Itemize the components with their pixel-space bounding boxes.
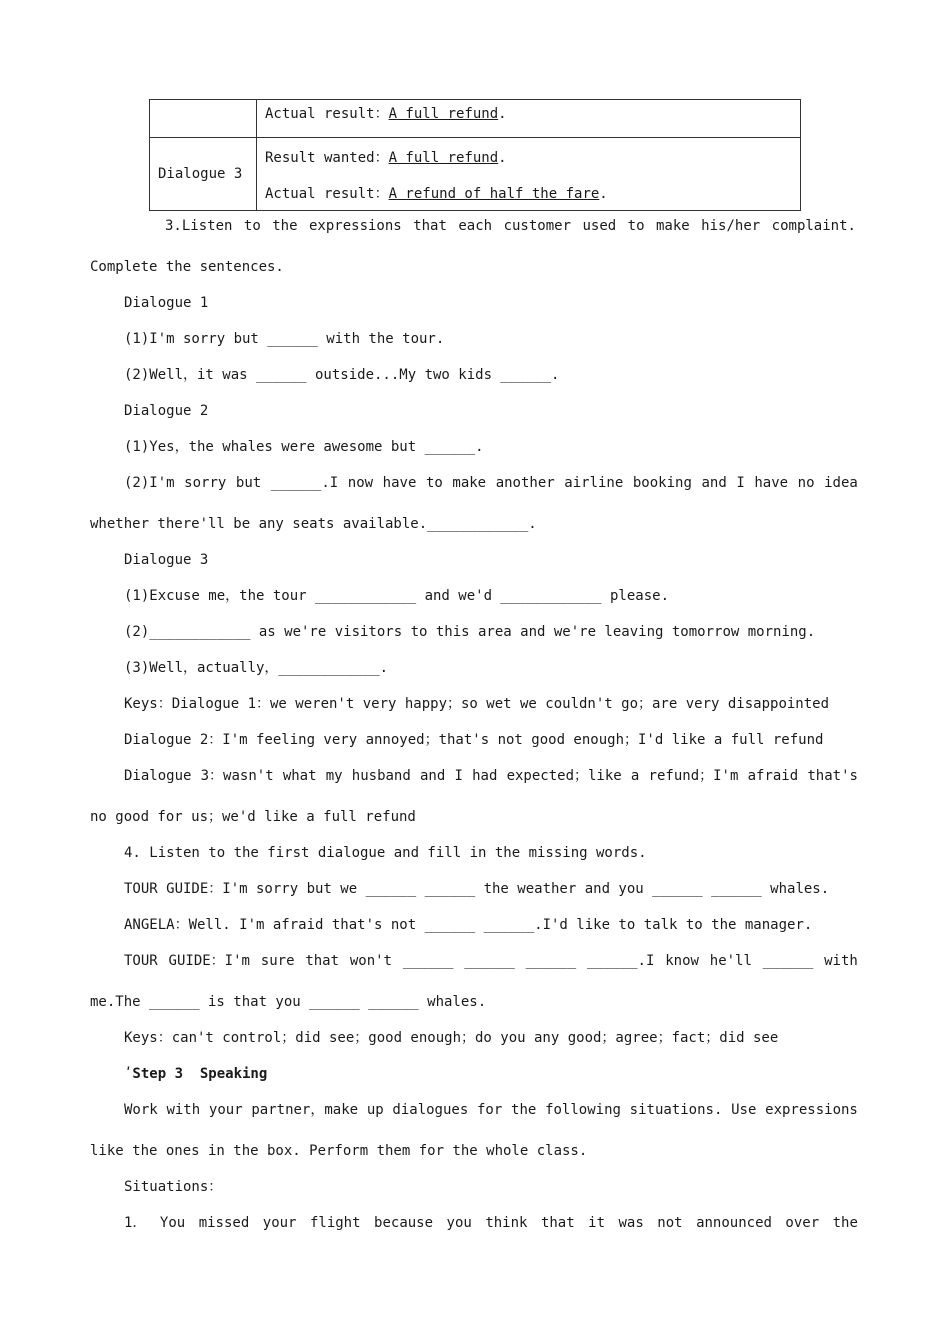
situation-1: 1． You missed your flight because you think that it was not announced over the xyxy=(124,1215,858,1231)
step3-paragraph: Work with your partner，make up dialogues for the following situations. Use expressions xyxy=(124,1102,858,1118)
table-cell-result xyxy=(257,100,801,138)
table-cell-label: Dialogue 3 xyxy=(150,138,257,211)
dialogue-3-sentence-3: (3)Well，actually，____________. xyxy=(124,660,389,676)
q3-instruction-cont: Complete the sentences. xyxy=(90,259,284,275)
dialogue-2-sentence-1: (1)Yes，the whales were awesome but ______. xyxy=(124,439,484,455)
step3-heading: ʹStep 3 Speaking xyxy=(124,1066,268,1082)
dialogue-2-sentence-2: (2)I'm sorry but ______.I now have to make another airline booking and I have no idea xyxy=(124,475,858,491)
q4-line-2: ANGELA：Well. I'm afraid that's not ______ ______.I'd like to talk to the manager. xyxy=(124,917,813,933)
q4-instruction: 4. Listen to the first dialogue and fill in the missing words. xyxy=(124,845,647,861)
table-row xyxy=(150,100,801,138)
dialogue-2-title: Dialogue 2 xyxy=(124,403,209,419)
dialogue-3-sentence-1: (1)Excuse me，the tour ____________ and we'd ____________ please. xyxy=(124,588,670,604)
table-row xyxy=(150,138,801,211)
q4-keys: Keys：can't control；did see；good enough；do you any good；agree；fact；did see xyxy=(124,1030,779,1046)
dialogue-1-title: Dialogue 1 xyxy=(124,295,209,311)
results-table xyxy=(149,99,801,211)
q4-line-3-cont: me.The ______ is that you ______ ______ whales. xyxy=(90,994,487,1010)
table-cell-label xyxy=(150,100,257,138)
dialogue-1-sentence-2: (2)Well，it was ______ outside...My two kids ______. xyxy=(124,367,560,383)
q3-keys-3-cont: no good for us；we'd like a full refund xyxy=(90,809,416,825)
q3-keys-1: Keys：Dialogue 1：we weren't very happy；so wet we couldn't go；are very disappointed xyxy=(124,696,830,712)
table-cell-result xyxy=(257,138,801,211)
dialogue-3-title: Dialogue 3 xyxy=(124,552,209,568)
actual-result-line: Actual result：A full refund. xyxy=(265,106,507,122)
dialogue-1-sentence-1: (1)I'm sorry but ______ with the tour. xyxy=(124,331,445,347)
underlined-answer: A full refund xyxy=(388,106,499,122)
q4-line-1: TOUR GUIDE：I'm sorry but we ______ ______ the weather and you ______ ______ whales. xyxy=(124,881,830,897)
q3-instruction: 3.Listen to the expressions that each customer used to make his/her complaint. xyxy=(165,218,856,234)
dialogue-3-sentence-2: (2)____________ as we're visitors to this area and we're leaving tomorrow morning. xyxy=(124,624,816,640)
q4-line-3: TOUR GUIDE：I'm sure that won't ______ ______ ______ ______.I know he'll ______ with xyxy=(124,953,858,969)
situations-label: Situations： xyxy=(124,1179,223,1195)
underlined-answer: A full refund xyxy=(388,150,499,166)
underlined-answer: A refund of half the fare xyxy=(388,186,600,202)
step3-paragraph-cont: like the ones in the box. Perform them for the whole class. xyxy=(90,1143,588,1159)
q3-keys-3: Dialogue 3：wasn't what my husband and I had expected；like a refund；I'm afraid that's xyxy=(124,768,858,784)
dialogue-2-sentence-2-cont: whether there'll be any seats available.____________. xyxy=(90,516,537,532)
result-wanted-line: Result wanted：A full refund. xyxy=(265,150,507,166)
q3-keys-2: Dialogue 2：I'm feeling very annoyed；that's not good enough；I'd like a full refund xyxy=(124,732,824,748)
actual-result-line: Actual result：A refund of half the fare. xyxy=(265,186,608,202)
